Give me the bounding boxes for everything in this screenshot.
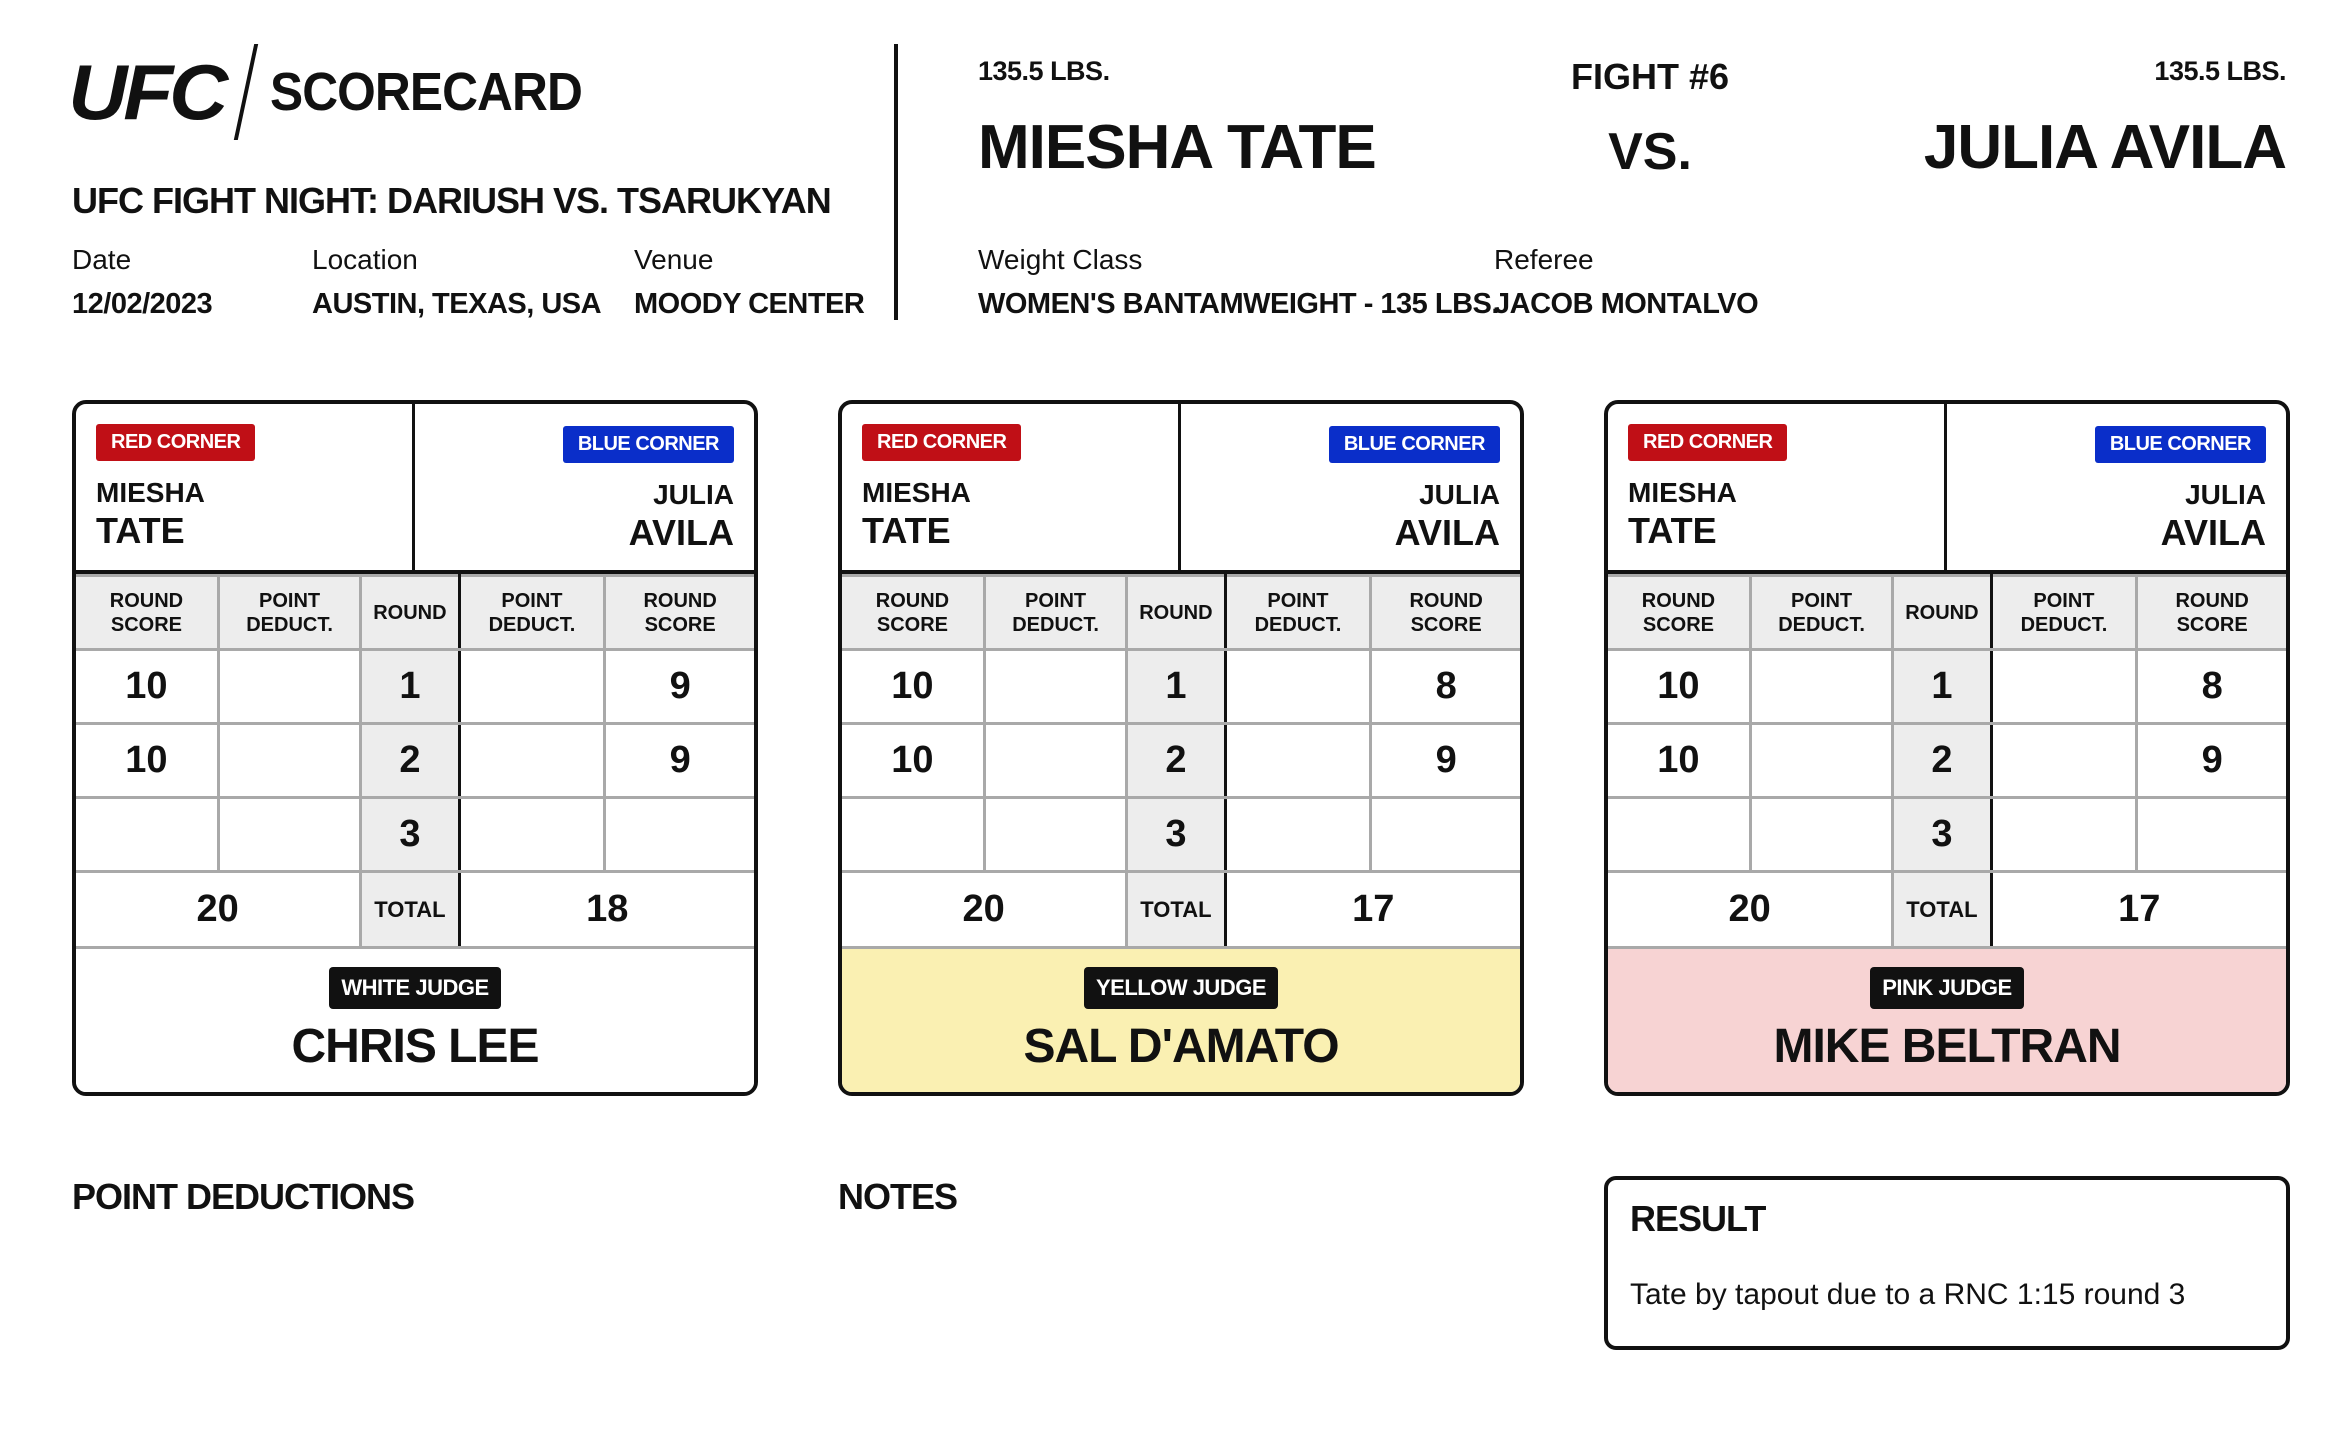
blue-first-name: JULIA bbox=[2185, 479, 2266, 510]
round-number: 3 bbox=[361, 798, 459, 872]
blue-corner-badge: BLUE CORNER bbox=[2095, 426, 2266, 463]
blue-round-score bbox=[605, 798, 754, 872]
round-number: 1 bbox=[361, 650, 459, 724]
red-last-name: TATE bbox=[1628, 510, 1717, 551]
judge-name: MIKE BELTRAN bbox=[1773, 1020, 2121, 1073]
round-row bbox=[76, 650, 754, 724]
blue-round-score bbox=[1371, 798, 1520, 872]
round-number: 2 bbox=[1127, 724, 1225, 798]
red-weight: 135.5 LBS. bbox=[978, 56, 1110, 86]
judge-scorecard-1 bbox=[72, 400, 758, 1096]
red-first-name: MIESHA bbox=[862, 477, 971, 508]
blue-point-deduct-header: POINT DEDUCT. bbox=[1225, 576, 1371, 650]
blue-first-name: JULIA bbox=[1419, 479, 1500, 510]
blue-round-score-header: ROUND SCORE bbox=[1371, 576, 1520, 650]
blue-corner bbox=[1181, 404, 1520, 570]
blue-point-deduct bbox=[1225, 724, 1371, 798]
blue-point-deduct-header: POINT DEDUCT. bbox=[459, 576, 605, 650]
round-row bbox=[842, 798, 1520, 872]
weight-class-label: Weight Class bbox=[978, 244, 1143, 275]
judge-badge: PINK JUDGE bbox=[1870, 967, 2023, 1009]
blue-total: 17 bbox=[1991, 872, 2286, 948]
blue-round-score: 9 bbox=[605, 650, 754, 724]
round-row bbox=[76, 798, 754, 872]
red-corner bbox=[1608, 404, 1947, 570]
result-box bbox=[1604, 1176, 2290, 1350]
total-label: TOTAL bbox=[1127, 872, 1225, 948]
referee-value: JACOB MONTALVO bbox=[1494, 288, 1759, 320]
judge-scorecard-2 bbox=[838, 400, 1524, 1096]
venue-block bbox=[634, 244, 864, 321]
round-row bbox=[1608, 798, 2286, 872]
round-row bbox=[1608, 650, 2286, 724]
logo-scorecard-text: SCORECARD bbox=[270, 62, 583, 122]
ufc-logo: UFC bbox=[68, 47, 225, 136]
score-table-header bbox=[76, 576, 754, 650]
red-point-deduct bbox=[1750, 650, 1892, 724]
venue-value: MOODY CENTER bbox=[634, 288, 865, 320]
venue-label: Venue bbox=[634, 244, 714, 275]
round-number: 3 bbox=[1127, 798, 1225, 872]
red-point-deduct bbox=[218, 798, 360, 872]
red-point-deduct bbox=[984, 798, 1126, 872]
red-point-deduct-header: POINT DEDUCT. bbox=[1750, 576, 1892, 650]
red-round-score: 10 bbox=[76, 650, 218, 724]
red-corner-badge: RED CORNER bbox=[1628, 424, 1787, 461]
blue-round-score-header: ROUND SCORE bbox=[2137, 576, 2286, 650]
total-row bbox=[76, 872, 754, 948]
score-table-header bbox=[842, 576, 1520, 650]
blue-round-score: 8 bbox=[2137, 650, 2286, 724]
blue-point-deduct-header: POINT DEDUCT. bbox=[1991, 576, 2137, 650]
notes-title: NOTES bbox=[838, 1176, 958, 1217]
judge-panel bbox=[1608, 949, 2286, 1096]
red-round-score bbox=[76, 798, 218, 872]
ufc-scorecard-logo bbox=[68, 44, 609, 140]
logo-divider bbox=[234, 44, 258, 140]
blue-round-score-header: ROUND SCORE bbox=[605, 576, 754, 650]
red-corner-badge: RED CORNER bbox=[96, 424, 255, 461]
score-table-header bbox=[1608, 576, 2286, 650]
blue-corner bbox=[1947, 404, 2286, 570]
red-total: 20 bbox=[842, 872, 1127, 948]
red-round-score-header: ROUND SCORE bbox=[842, 576, 984, 650]
red-round-score-header: ROUND SCORE bbox=[76, 576, 218, 650]
point-deductions-title: POINT DEDUCTIONS bbox=[72, 1176, 415, 1217]
round-number: 1 bbox=[1893, 650, 1991, 724]
red-round-score: 10 bbox=[842, 650, 984, 724]
round-row bbox=[76, 724, 754, 798]
total-label: TOTAL bbox=[361, 872, 459, 948]
red-last-name: TATE bbox=[862, 510, 951, 551]
location-block bbox=[312, 244, 601, 321]
judge-scorecard-3 bbox=[1604, 400, 2290, 1096]
blue-fighter-name: JULIA AVILA bbox=[1923, 113, 2286, 182]
red-round-score-header: ROUND SCORE bbox=[1608, 576, 1750, 650]
judge-badge: WHITE JUDGE bbox=[329, 967, 500, 1009]
blue-round-score: 9 bbox=[605, 724, 754, 798]
card-header bbox=[842, 404, 1520, 574]
score-table bbox=[842, 574, 1520, 949]
date-label: Date bbox=[72, 244, 132, 275]
blue-round-score: 9 bbox=[2137, 724, 2286, 798]
blue-point-deduct bbox=[1991, 724, 2137, 798]
red-corner bbox=[76, 404, 415, 570]
round-number: 2 bbox=[1893, 724, 1991, 798]
round-row bbox=[842, 650, 1520, 724]
round-row bbox=[842, 724, 1520, 798]
judge-badge: YELLOW JUDGE bbox=[1084, 967, 1278, 1009]
weight-class-value: WOMEN'S BANTAMWEIGHT - 135 LBS. bbox=[978, 288, 1499, 320]
card-header bbox=[1608, 404, 2286, 574]
round-number: 2 bbox=[361, 724, 459, 798]
referee-label: Referee bbox=[1494, 244, 1594, 275]
fight-number: FIGHT #6 bbox=[1570, 56, 1730, 97]
red-corner-badge: RED CORNER bbox=[862, 424, 1021, 461]
red-round-score: 10 bbox=[1608, 724, 1750, 798]
blue-corner bbox=[415, 404, 754, 570]
date-value: 12/02/2023 bbox=[72, 288, 213, 320]
blue-point-deduct bbox=[1225, 798, 1371, 872]
referee-block bbox=[1494, 244, 1758, 321]
red-point-deduct bbox=[1750, 724, 1892, 798]
red-round-score: 10 bbox=[842, 724, 984, 798]
red-last-name: TATE bbox=[96, 510, 185, 551]
round-number: 1 bbox=[1127, 650, 1225, 724]
location-value: AUSTIN, TEXAS, USA bbox=[312, 288, 602, 320]
total-row bbox=[842, 872, 1520, 948]
judge-panel bbox=[76, 949, 754, 1096]
blue-first-name: JULIA bbox=[653, 479, 734, 510]
red-fighter-name: MIESHA TATE bbox=[978, 113, 1376, 182]
round-header: ROUND bbox=[1127, 576, 1225, 650]
total-row bbox=[1608, 872, 2286, 948]
blue-round-score: 9 bbox=[1371, 724, 1520, 798]
red-point-deduct bbox=[984, 724, 1126, 798]
blue-round-score: 8 bbox=[1371, 650, 1520, 724]
round-row bbox=[1608, 724, 2286, 798]
red-point-deduct bbox=[218, 724, 360, 798]
red-corner bbox=[842, 404, 1181, 570]
blue-last-name: AVILA bbox=[2160, 512, 2266, 553]
location-label: Location bbox=[312, 244, 418, 275]
blue-point-deduct bbox=[459, 650, 605, 724]
result-text: Tate by tapout due to a RNC 1:15 round 3 bbox=[1630, 1278, 2186, 1311]
event-name: UFC FIGHT NIGHT: DARIUSH VS. TSARUKYAN bbox=[72, 180, 831, 221]
blue-point-deduct bbox=[1225, 650, 1371, 724]
blue-corner-badge: BLUE CORNER bbox=[563, 426, 734, 463]
round-number: 3 bbox=[1893, 798, 1991, 872]
blue-point-deduct bbox=[1991, 650, 2137, 724]
red-point-deduct bbox=[1750, 798, 1892, 872]
header-divider bbox=[894, 44, 898, 320]
red-round-score bbox=[1608, 798, 1750, 872]
judge-name: SAL D'AMATO bbox=[1023, 1020, 1339, 1073]
red-point-deduct-header: POINT DEDUCT. bbox=[984, 576, 1126, 650]
red-round-score: 10 bbox=[1608, 650, 1750, 724]
red-total: 20 bbox=[76, 872, 361, 948]
blue-total: 18 bbox=[459, 872, 754, 948]
red-point-deduct bbox=[218, 650, 360, 724]
blue-last-name: AVILA bbox=[1394, 512, 1500, 553]
round-header: ROUND bbox=[361, 576, 459, 650]
red-point-deduct-header: POINT DEDUCT. bbox=[218, 576, 360, 650]
red-round-score: 10 bbox=[76, 724, 218, 798]
round-header: ROUND bbox=[1893, 576, 1991, 650]
weight-class-block bbox=[978, 244, 1499, 321]
judge-name: CHRIS LEE bbox=[291, 1020, 539, 1073]
score-table bbox=[76, 574, 754, 949]
red-total: 20 bbox=[1608, 872, 1893, 948]
red-round-score bbox=[842, 798, 984, 872]
blue-point-deduct bbox=[459, 724, 605, 798]
blue-corner-badge: BLUE CORNER bbox=[1329, 426, 1500, 463]
result-title: RESULT bbox=[1630, 1198, 1766, 1239]
blue-point-deduct bbox=[1991, 798, 2137, 872]
blue-weight: 135.5 LBS. bbox=[2154, 56, 2286, 86]
score-table bbox=[1608, 574, 2286, 949]
judge-panel bbox=[842, 949, 1520, 1096]
card-header bbox=[76, 404, 754, 574]
red-first-name: MIESHA bbox=[1628, 477, 1737, 508]
vs-label: VS. bbox=[1608, 123, 1692, 181]
date-block bbox=[72, 244, 212, 321]
blue-total: 17 bbox=[1225, 872, 1520, 948]
blue-last-name: AVILA bbox=[628, 512, 734, 553]
total-label: TOTAL bbox=[1893, 872, 1991, 948]
red-first-name: MIESHA bbox=[96, 477, 205, 508]
red-point-deduct bbox=[984, 650, 1126, 724]
blue-point-deduct bbox=[459, 798, 605, 872]
blue-round-score bbox=[2137, 798, 2286, 872]
